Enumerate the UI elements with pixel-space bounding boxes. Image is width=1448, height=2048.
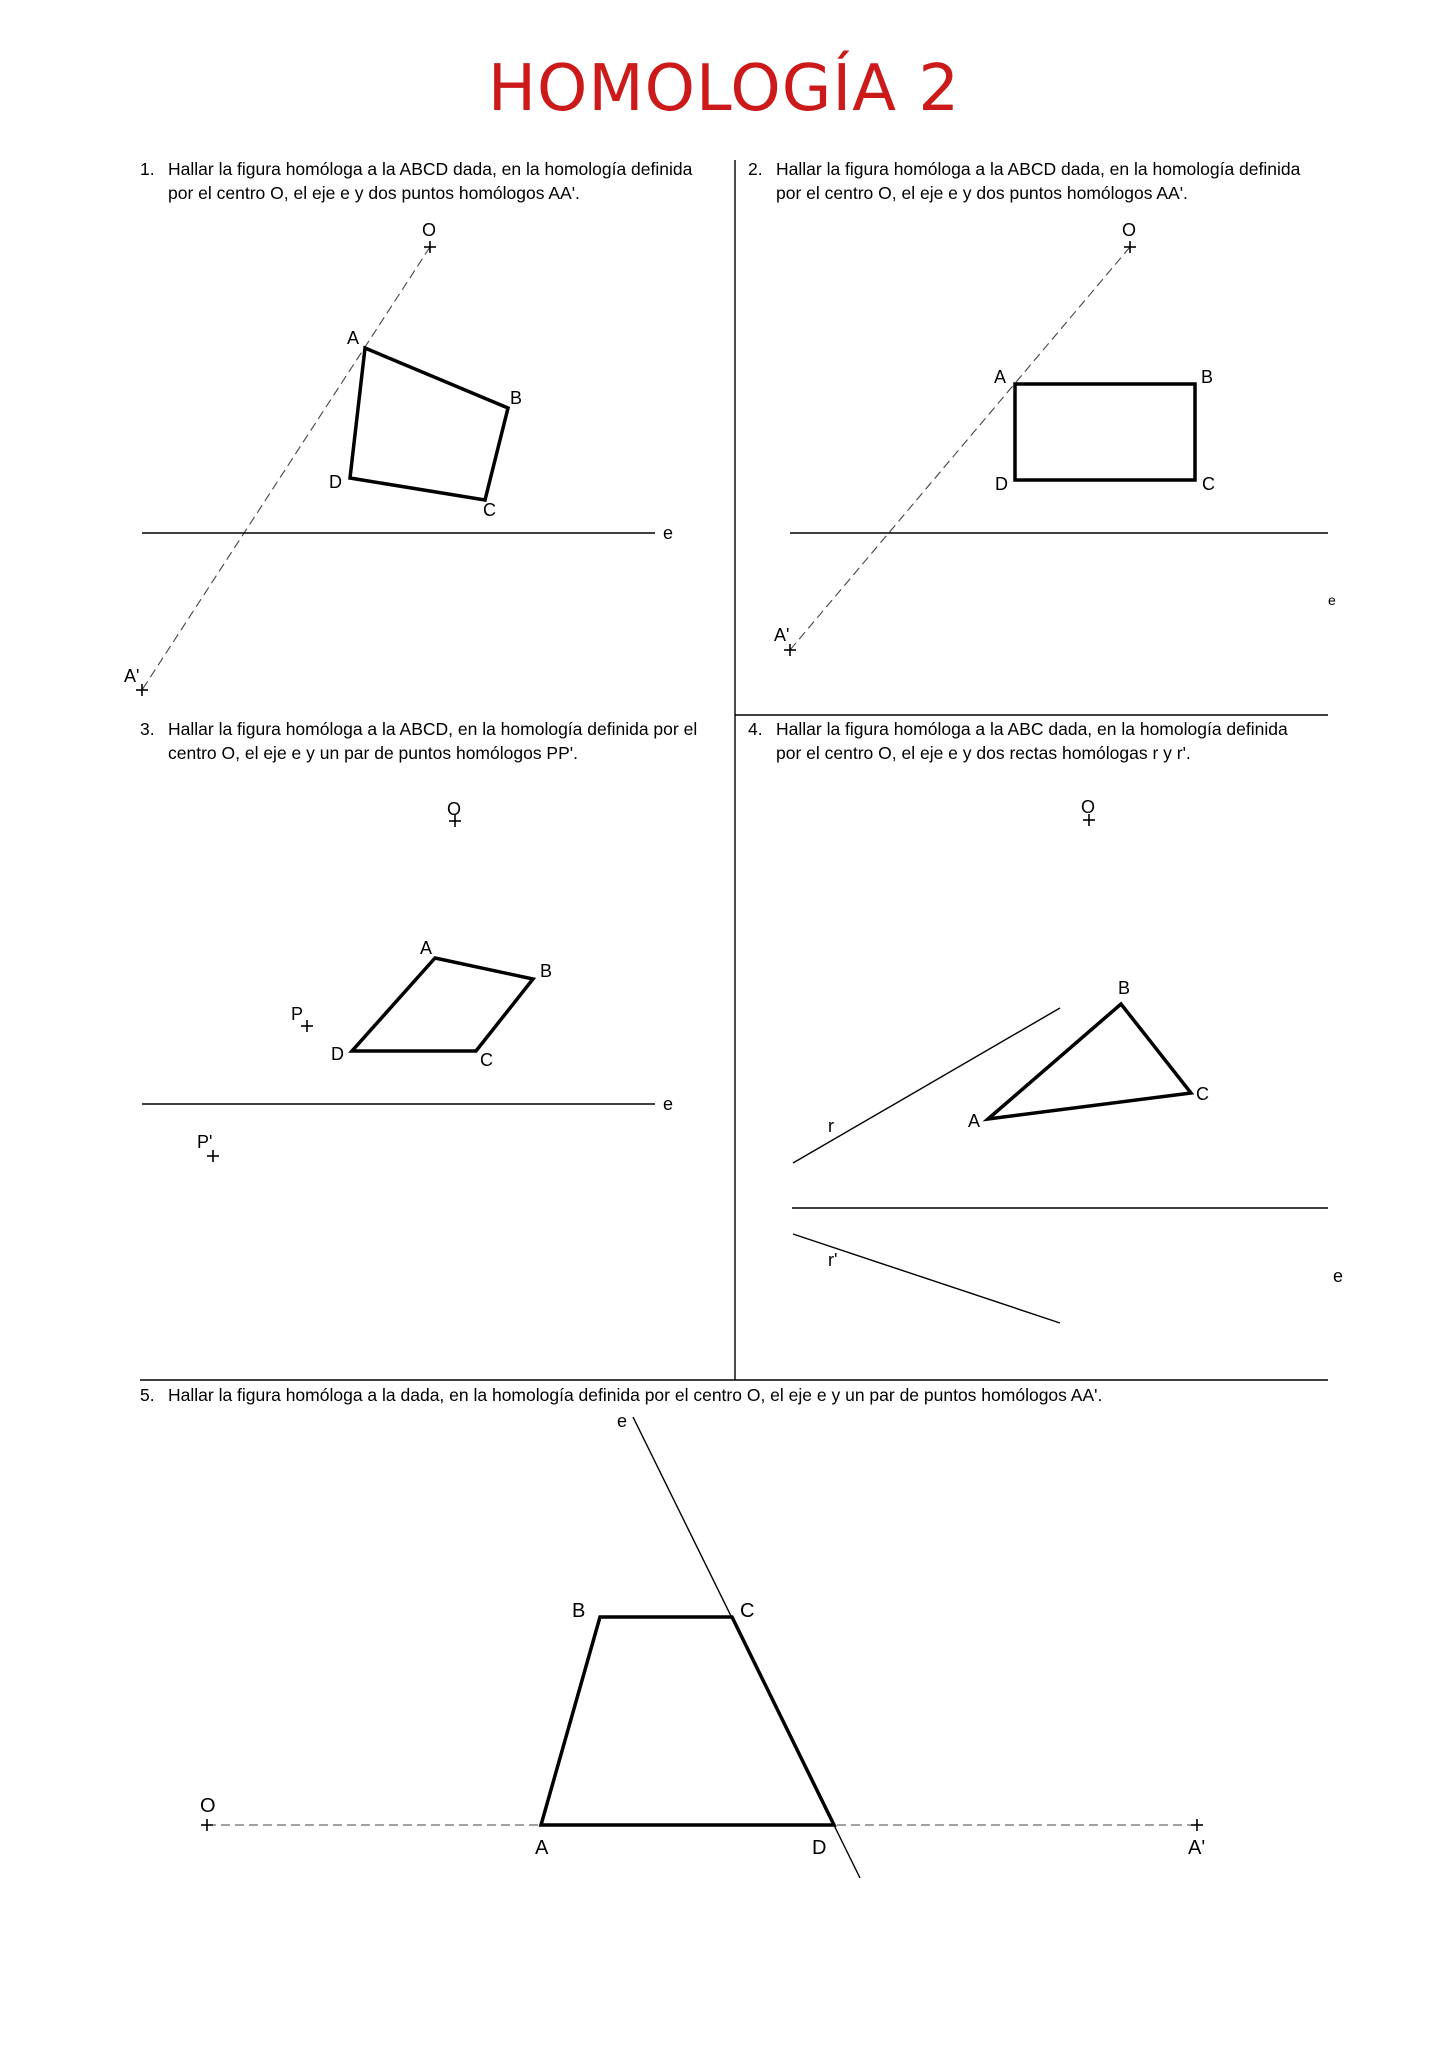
exercise-2-figure xyxy=(774,220,1336,656)
label-C: C xyxy=(483,500,496,520)
label-A-prime: A' xyxy=(124,666,140,686)
label-A: A xyxy=(968,1111,981,1131)
label-D: D xyxy=(331,1044,344,1064)
label-P: P xyxy=(291,1004,304,1024)
quadrilateral-ABCD xyxy=(350,348,508,500)
label-e: e xyxy=(663,523,674,543)
trapezoid-ABCD xyxy=(541,1617,834,1825)
center-point-O xyxy=(201,1819,213,1831)
label-O: O xyxy=(447,799,462,819)
label-D: D xyxy=(812,1837,827,1859)
rectangle-ABCD xyxy=(1015,384,1195,480)
exercise-number: 2. xyxy=(748,159,763,179)
exercise-text: Hallar la figura homóloga a la ABC dada, en la homología definida por el centro O, el eje e y dos rectas homólogas r y r'. xyxy=(776,719,1288,763)
line-r-prime xyxy=(793,1234,1060,1323)
label-O: O xyxy=(422,220,437,240)
exercise-text: Hallar la figura homóloga a la dada, en la homología definida por el centro O, el eje e y un par de puntos homólogos AA'. xyxy=(168,1385,1103,1405)
exercise-number: 1. xyxy=(140,159,155,179)
projecting-line-OA xyxy=(142,247,430,690)
label-D: D xyxy=(329,472,342,492)
exercise-number: 3. xyxy=(140,719,155,739)
label-e: e xyxy=(663,1094,674,1114)
page-title: HOMOLOGÍA 2 xyxy=(487,52,961,126)
exercise-3-figure xyxy=(142,799,673,1162)
label-r: r xyxy=(828,1116,834,1136)
label-r-prime: r' xyxy=(828,1250,838,1270)
exercise-text: Hallar la figura homóloga a la ABCD dada, en la homología definida por el centro O, el eje e y dos puntos homólogos AA'. xyxy=(776,159,1301,203)
exercise-number: 5. xyxy=(140,1385,155,1405)
label-A: A xyxy=(420,938,433,958)
exercise-text: Hallar la figura homóloga a la ABCD dada, en la homología definida por el centro O, el eje e y dos puntos homólogos AA'. xyxy=(168,159,693,203)
triangle-ABC xyxy=(988,1004,1191,1119)
line-r xyxy=(793,1008,1060,1163)
label-B: B xyxy=(540,961,553,981)
point-A-prime xyxy=(1191,1819,1203,1831)
label-A-prime: A' xyxy=(1188,1837,1206,1859)
label-O: O xyxy=(1122,220,1137,240)
label-B: B xyxy=(572,1600,586,1622)
label-B: B xyxy=(1201,367,1214,387)
label-O: O xyxy=(200,1795,216,1817)
label-C: C xyxy=(740,1600,755,1622)
exercise-number: 4. xyxy=(748,719,763,739)
label-e: e xyxy=(1333,1266,1344,1286)
exercise-text: Hallar la figura homóloga a la ABCD, en la homología definida por el centro O, el eje e y un par de puntos homólogos PP'. xyxy=(168,719,698,763)
label-B: B xyxy=(1118,978,1131,998)
label-e: e xyxy=(1328,592,1336,608)
quadrilateral-ABCD xyxy=(352,958,533,1051)
exercise-5-figure xyxy=(200,1411,1205,1878)
projecting-line-OA xyxy=(790,247,1130,650)
label-e: e xyxy=(617,1411,628,1431)
label-P-prime: P' xyxy=(197,1132,213,1152)
label-O: O xyxy=(1081,797,1096,817)
label-D: D xyxy=(995,474,1008,494)
label-A-prime: A' xyxy=(774,625,790,645)
exercise-4-figure xyxy=(792,797,1343,1323)
label-C: C xyxy=(1202,474,1215,494)
label-A: A xyxy=(994,367,1007,387)
label-C: C xyxy=(1196,1084,1209,1104)
label-B: B xyxy=(510,388,523,408)
center-point-O xyxy=(424,241,436,253)
label-A: A xyxy=(347,328,360,348)
exercise-1-figure xyxy=(124,220,673,696)
label-A: A xyxy=(535,1837,549,1859)
label-C: C xyxy=(480,1050,493,1070)
